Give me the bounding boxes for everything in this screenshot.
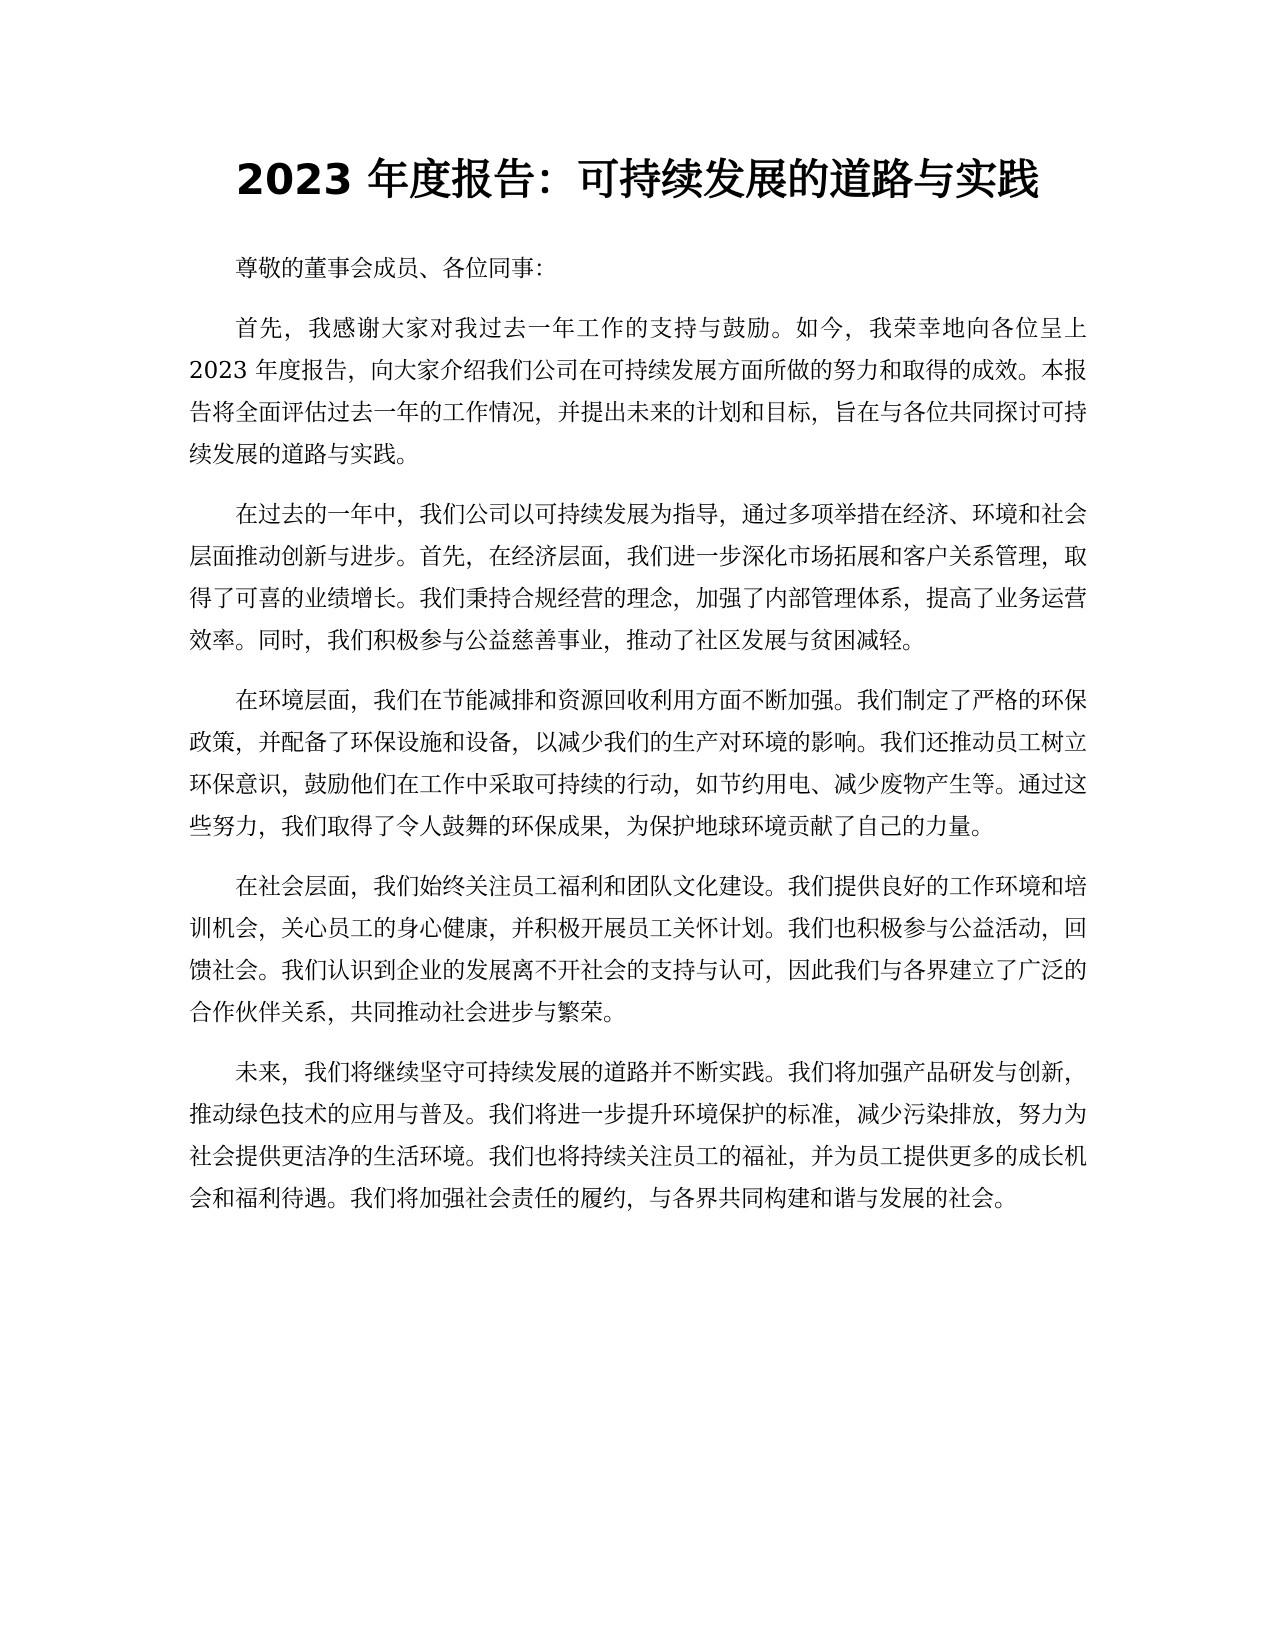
document-title: 2023 年度报告：可持续发展的道路与实践: [235, 155, 1040, 204]
paragraph-intro: 首先，我感谢大家对我过去一年工作的支持与鼓励。如今，我荣幸地向各位呈上 2023 年度报告，向大家介绍我们公司在可持续发展方面所做的努力和取得的成效。本报告将全面评估过去一年的工作情况，并提出未来的计划和目标，旨在与各位共同探讨可持续发展的道路与实践。: [189, 316, 1087, 468]
paragraph-future: 未来，我们将继续坚守可持续发展的道路并不断实践。我们将加强产品研发与创新，推动绿色技术的应用与普及。我们将进一步提升环境保护的标准，减少污染排放，努力为社会提供更洁净的生活环境。我们也将持续关注员工的福祉，并为员工提供更多的成长机会和福利待遇。我们将加强社会责任的履约，与各界共同构建和谐与发展的社会。: [189, 1060, 1087, 1212]
salutation: 尊敬的董事会成员、各位同事：: [235, 256, 557, 282]
document-body: [189, 248, 1087, 1238]
paragraph-environment: 在环境层面，我们在节能减排和资源回收利用方面不断加强。我们制定了严格的环保政策，并配备了环保设施和设备，以减少我们的生产对环境的影响。我们还推动员工树立环保意识，鼓励他们在工作中采取可持续的行动，如节约用电、减少废物产生等。通过这些努力，我们取得了令人鼓舞的环保成果，为保护地球环境贡献了自己的力量。: [189, 688, 1087, 840]
paragraph-social: 在社会层面，我们始终关注员工福利和团队文化建设。我们提供良好的工作环境和培训机会，关心员工的身心健康，并积极开展员工关怀计划。我们也积极参与公益活动，回馈社会。我们认识到企业的发展离不开社会的支持与认可，因此我们与各界建立了广泛的合作伙伴关系，共同推动社会进步与繁荣。: [189, 874, 1087, 1026]
paragraph-economic: 在过去的一年中，我们公司以可持续发展为指导，通过多项举措在经济、环境和社会层面推动创新与进步。首先，在经济层面，我们进一步深化市场拓展和客户关系管理，取得了可喜的业绩增长。我们秉持合规经营的理念，加强了内部管理体系，提高了业务运营效率。同时，我们积极参与公益慈善事业，推动了社区发展与贫困减轻。: [189, 502, 1087, 654]
